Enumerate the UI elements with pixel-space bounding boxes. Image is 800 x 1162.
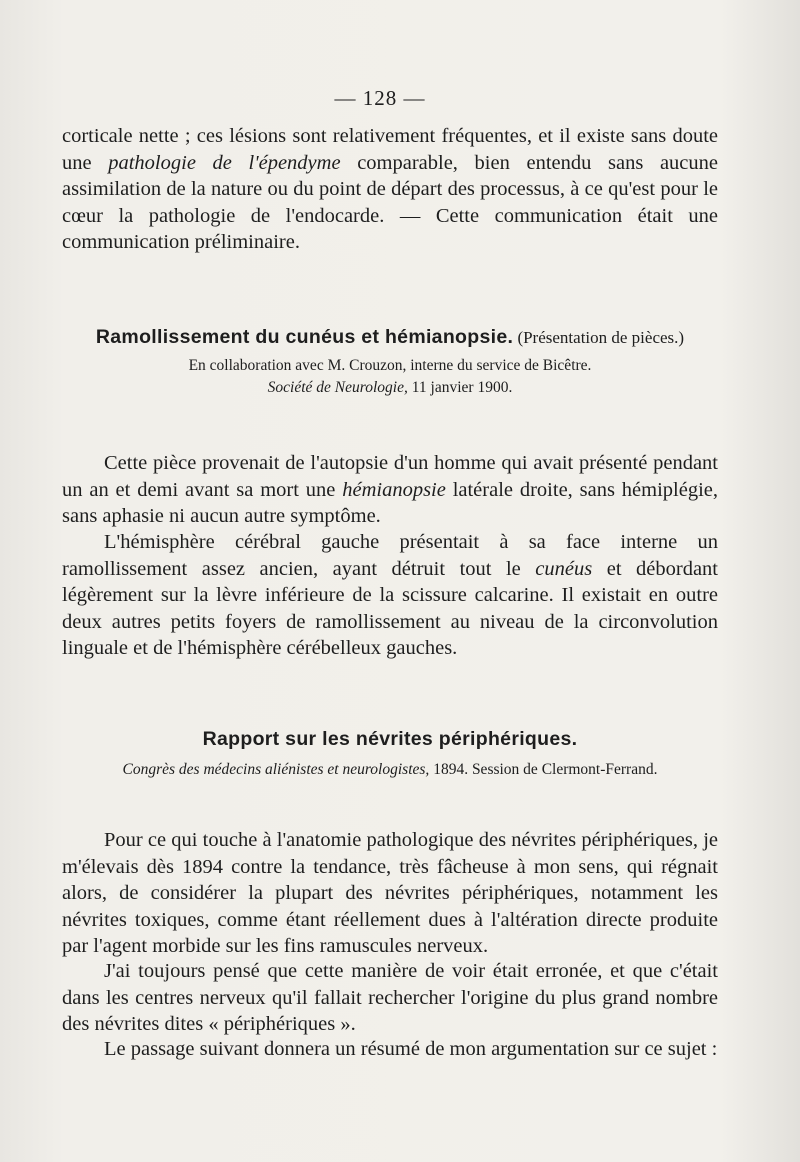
intro-text-italic: pathologie de l'épendyme [108,151,341,174]
paragraph-nevrites-1-text: Pour ce qui touche à l'anatomie pathologique des névrites périphériques, je m'élevais dès 1894 contre la tendance, très fâcheuse à mon sens, qui régnait alors, de considérer la plupart des névrites périphériques, notamment les névrites toxiques, comme étant réellement dues à l'altération directe produite par l'agent morbide sur les fins ramuscules nerveux. [62,829,718,958]
section-title-note: (Présentation de pièces.) [513,328,685,347]
section-heading-cuneus [0,326,780,349]
source-line-cuneus [0,378,780,398]
paragraph-cuneus-1 [62,450,718,530]
paragraph-nevrites-1 [62,827,718,960]
page-number: — 128 — [334,86,426,110]
paragraph-cuneus-2-rest: et débordant légèrement sur la lèvre inférieure de la scissure calcarine. Il existait en outre deux autres petits foyers de ramollissement au niveau de la circonvolution linguale et de l'hémisphère cérébelleux gauches. [62,557,719,660]
paragraph-cuneus-1-italic: hémianopsie [342,478,446,501]
section-title-nevrites: Rapport sur les névrites périphériques. [202,728,578,750]
section-title-cuneus: Ramollissement du cunéus et hémianopsie. [95,326,514,348]
source-italic-nevrites: Congrès des médecins aliénistes et neurologistes, [122,761,430,778]
paragraph-nevrites-2-text: J'ai toujours pensé que cette manière de voir était erronée, et que c'était dans les centres nerveux qu'il fallait rechercher l'origine du plus grand nombre des névrites dites « périphériques ». [62,960,718,1036]
paragraph-nevrites-3 [62,1036,718,1063]
paragraph-nevrites-2 [62,958,718,1038]
source-date-cuneus: 11 janvier 1900. [407,379,513,396]
paragraph-cuneus-1-lead: Cette pièce provenait de l'autopsie d'un homme qui avait présenté pendant un an et demi avant sa mort une [62,452,718,501]
paragraph-cuneus-1-rest: latérale droite, sans hémiplégie, sans aphasie ni aucun autre symptôme. [62,478,718,528]
paragraph-nevrites-3-text: Le passage suivant donnera un résumé de mon argumentation sur ce sujet : [104,1038,718,1060]
source-rest-nevrites: 1894. Session de Clermont-Ferrand. [429,761,658,778]
paragraph-cuneus-2-italic: cunéus [535,557,593,580]
section-heading-nevrites [0,728,780,751]
paragraph-cuneus-2 [62,529,718,662]
paragraph-cuneus-2-lead: L'hémisphère cérébral gauche présentait à sa face interne un ramollissement assez ancien, ayant détruit tout le [62,531,718,580]
collaboration-line: En collaboration avec M. Crouzon, interne du service de Bicêtre. [188,357,592,374]
intro-paragraph [62,123,718,256]
intro-text-rest: comparable, bien entendu sans aucune assimilation de la nature ou du point de départ des processus, à ce qu'est pour le cœur la pathologie de l'endocarde. — Cette communication était une communication préliminaire. [62,151,718,254]
source-italic-cuneus: Société de Neurologie, [267,379,408,396]
source-line-nevrites [0,760,780,780]
intro-text-lead: corticale nette ; ces lésions sont relativement fréquentes, et il existe sans doute une [62,125,718,174]
